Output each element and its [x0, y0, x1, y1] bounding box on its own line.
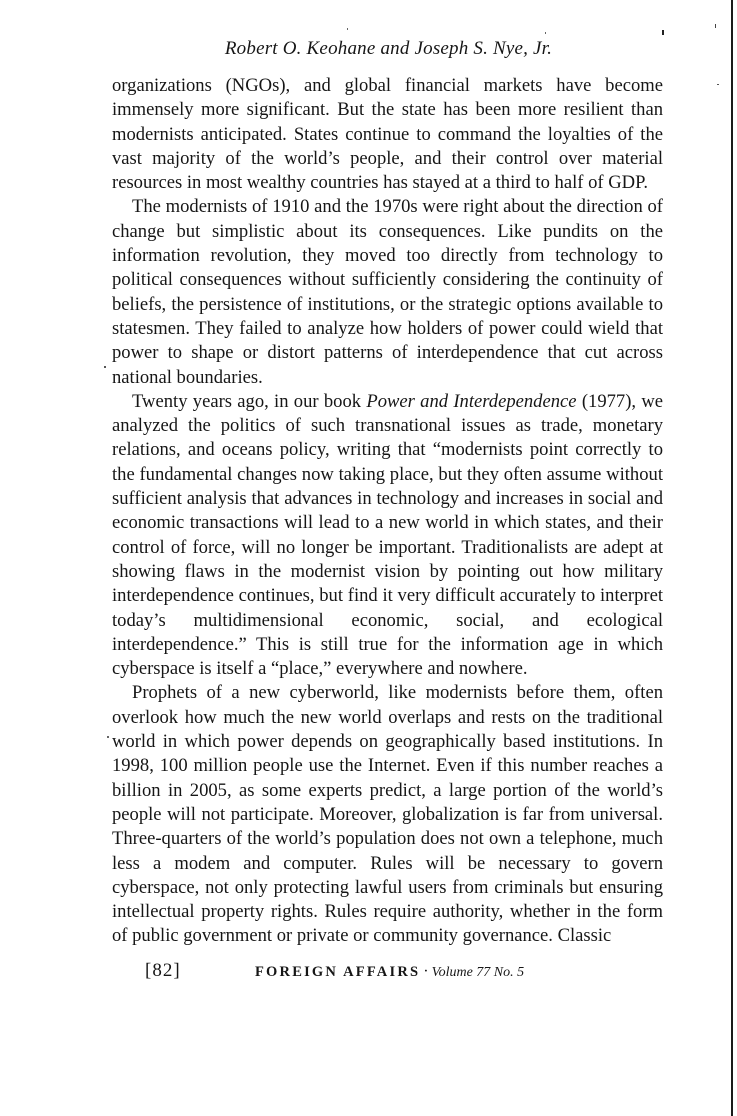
journal-name: FOREIGN AFFAIRS	[255, 964, 421, 980]
paragraph-4: Prophets of a new cyberworld, like modernists before them, often overlook how much the new world overlaps and rests on the traditional world in which power depends on geographically based institutions. In 1998, 100 million people use the Internet. Even if this number reaches a billion in 2005, as some experts predict, a large portion of the world’s people will not participate. Moreover, globalization is far from universal. Three-quarters of the world’s population does not own a telephone, much less a modem and computer. Rules will be necessary to govern cyberspace, not only protecting lawful users from criminals but ensuring intellectual property rights. Rules require authority, whether in the form of public government or private or community governance. Classic	[112, 682, 663, 947]
paragraph-3	[112, 390, 663, 682]
page-footer	[145, 960, 524, 982]
page-number: [82]	[145, 960, 181, 981]
volume-issue: Volume 77 No. 5	[431, 965, 525, 980]
article-body	[112, 74, 663, 949]
footer-separator: ·	[423, 963, 429, 980]
paragraph-3-rest: (1977), we analyzed the politics of such transnational issues as trade, monetary relations, and oceans policy, writing that “modernists point correctly to the fundamental changes now taking place, but they often assume without sufficient analysis that advances in technology and increases in social and economic transactions will lead to a new world in which states, and their control of force, will no longer be important. Traditionalists are adept at showing flaws in the modernist vision by pointing out how military interdependence continues, but find it very difficult accurately to interpret today’s multidimensional economic, social, and ecological interdependence.” This is still true for the information age in which cyberspace is itself a “place,” everywhere and nowhere.	[112, 390, 664, 680]
paragraph-3-lead: Twenty years ago, in our book	[132, 390, 367, 412]
running-head: Robert O. Keohane and Joseph S. Nye, Jr.	[224, 38, 553, 59]
book-title: Power and Interdependence	[366, 390, 577, 412]
paragraph-2: The modernists of 1910 and the 1970s were right about the direction of change but simplistic about its consequences. Like pundits on the information revolution, they moved too directly from technology to political consequences without sufficiently considering the continuity of beliefs, the persistence of institutions, or the strategic options available to statesmen. They failed to analyze how holders of power could wield that power to shape or distort patterns of interdependence that cut across national boundaries.	[112, 196, 663, 388]
paragraph-1: organizations (NGOs), and global financial markets have become immensely more significant. But the state has been more resilient than modernists anticipated. States continue to command the loyalties of the vast majority of the world’s people, and their control over material resources in most wealthy countries has stayed at a third to half of GDP.	[112, 75, 663, 194]
